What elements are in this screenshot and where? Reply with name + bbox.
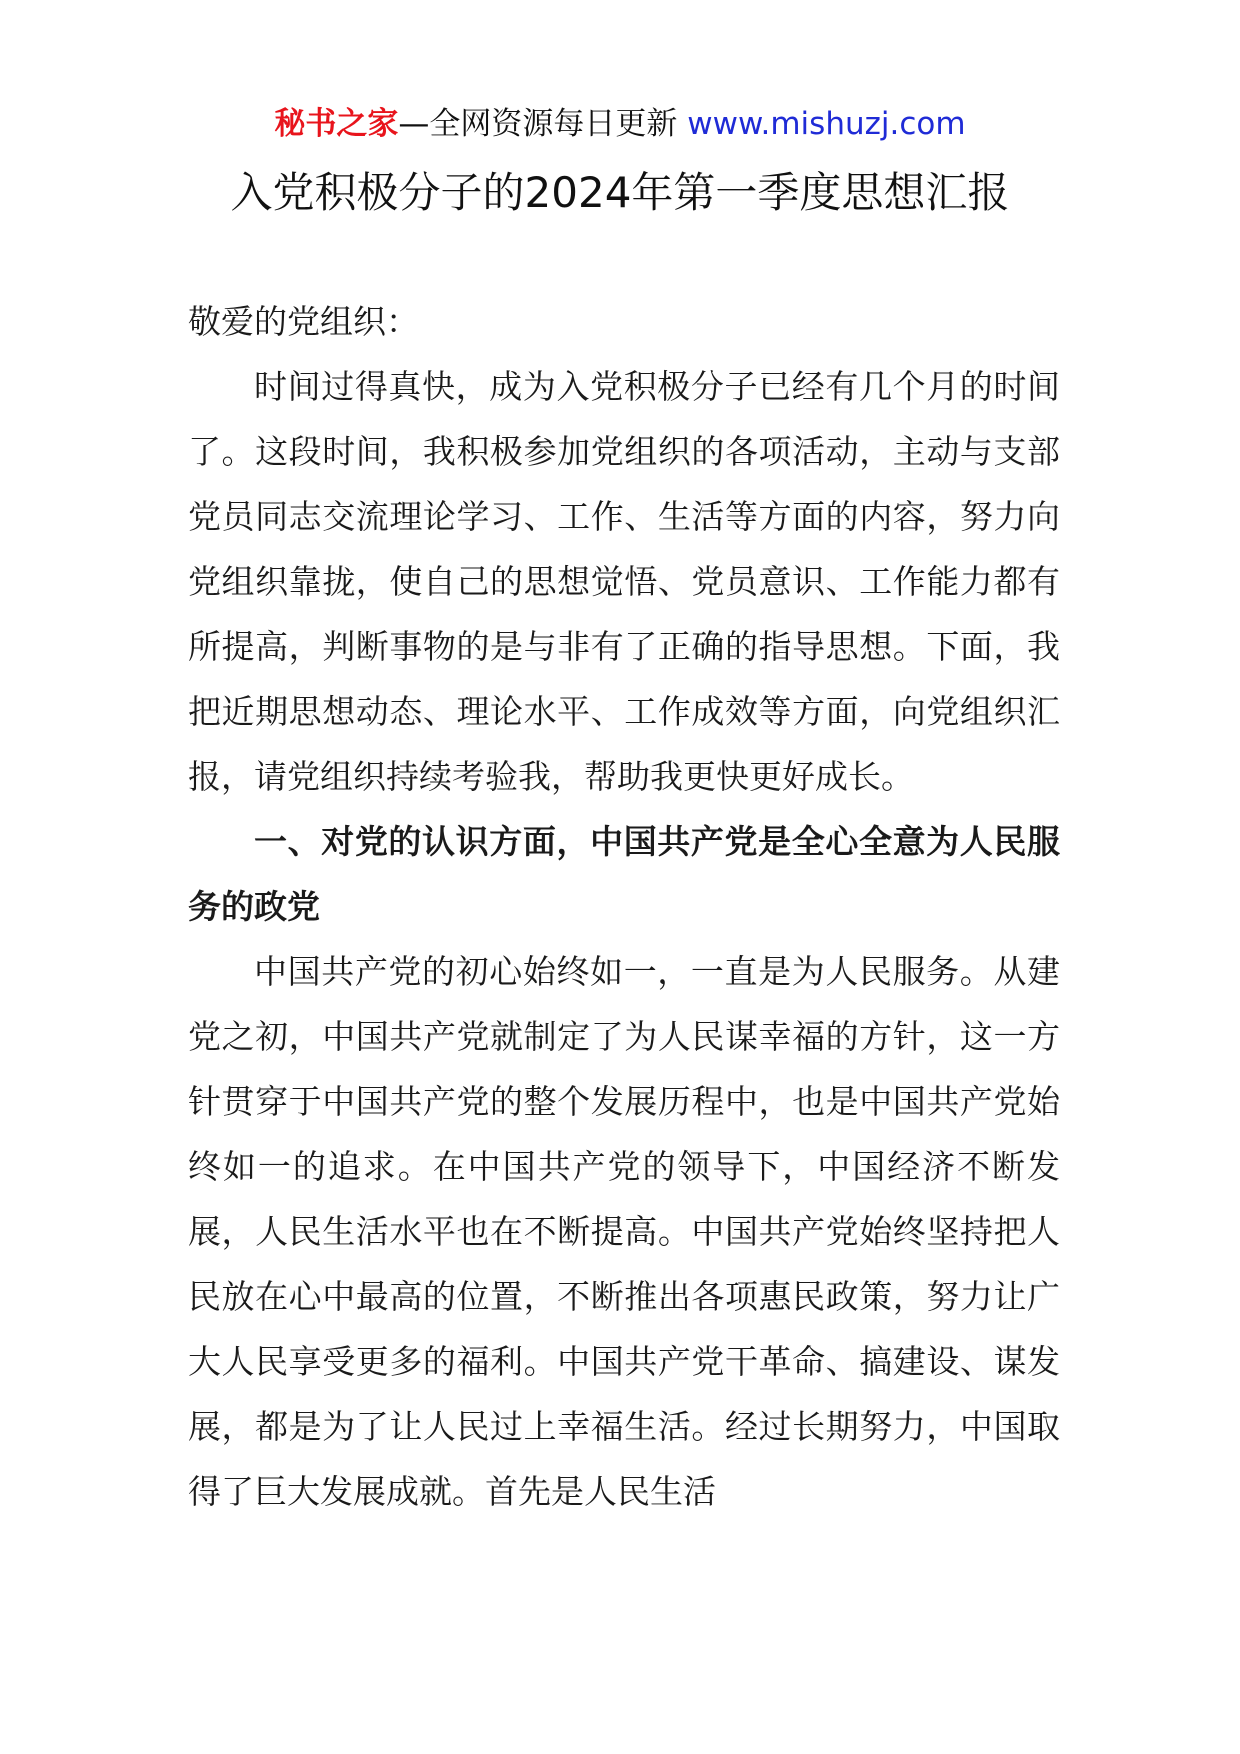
salutation: 敬爱的党组织： (188, 302, 419, 341)
section-heading-1: 一、对党的认识方面，中国共产党是全心全意为人民服务的政党 (188, 822, 1060, 926)
document-body (188, 289, 1060, 1524)
banner-tagline: —全网资源每日更新 (398, 106, 678, 142)
brand-name: 秘书之家 (274, 106, 399, 142)
document-title: 入党积极分子的2024年第一季度思想汇报 (230, 168, 1010, 217)
section-1-paragraph: 中国共产党的初心始终如一，一直是为人民服务。从建党之初，中国共产党就制定了为人民谋幸福的方针，这一方针贯穿于中国共产党的整个发展历程中，也是中国共产党始终如一的追求。在中国共产党的领导下，中国经济不断发展，人民生活水平也在不断提高。中国共产党始终坚持把人民放在心中最高的位置，不断推出各项惠民政策，努力让广大人民享受更多的福利。中国共产党干革命、搞建设、谋发展，都是为了让人民过上幸福生活。经过长期努力，中国取得了巨大发展成就。首先是人民生活 (188, 952, 1060, 1511)
intro-paragraph: 时间过得真快，成为入党积极分子已经有几个月的时间了。这段时间，我积极参加党组织的各项活动，主动与支部党员同志交流理论学习、工作、生活等方面的内容，努力向党组织靠拢，使自己的思想觉悟、党员意识、工作能力都有所提高，判断事物的是与非有了正确的指导思想。下面，我把近期思想动态、理论水平、工作成效等方面，向党组织汇报，请党组织持续考验我，帮助我更快更好成长。 (188, 367, 1060, 796)
site-banner (0, 102, 1240, 146)
site-url-link[interactable]: www.mishuzj.com (687, 106, 966, 142)
